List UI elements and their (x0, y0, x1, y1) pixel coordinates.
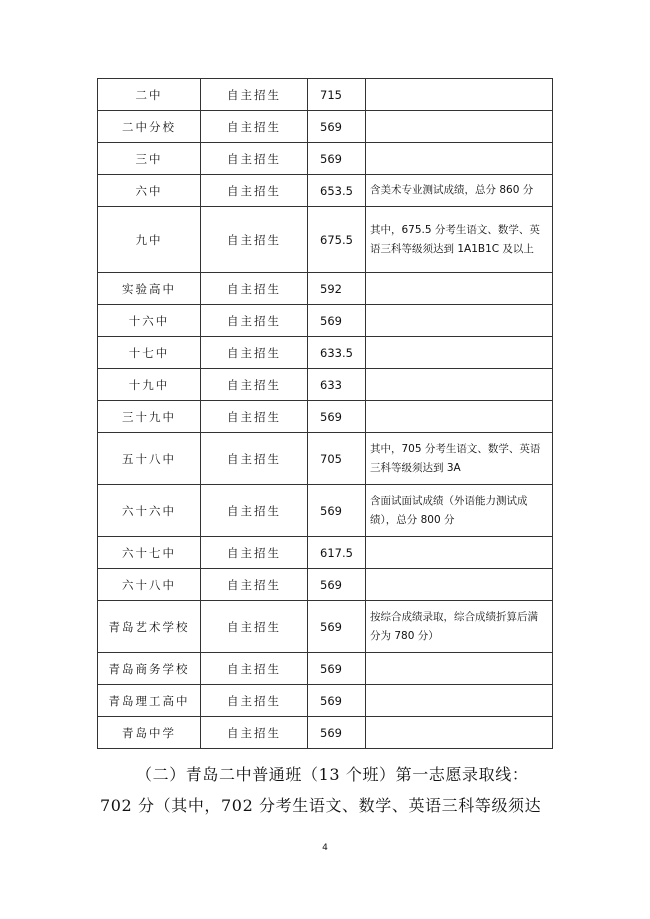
paragraph-line-2: 702 分（其中，702 分考生语文、数学、英语三科等级须达 (100, 796, 542, 815)
type-cell: 自主招生 (201, 79, 308, 111)
table-row (98, 175, 553, 207)
type-cell: 自主招生 (201, 401, 308, 433)
school-cell: 二中 (98, 79, 201, 111)
table-row (98, 369, 553, 401)
score-cell: 569 (308, 601, 366, 653)
score-cell: 569 (308, 485, 366, 537)
table-row (98, 717, 553, 749)
score-cell: 569 (308, 685, 366, 717)
school-cell: 二中分校 (98, 111, 201, 143)
school-cell: 十九中 (98, 369, 201, 401)
note-cell (366, 337, 553, 369)
school-cell: 六十六中 (98, 485, 201, 537)
type-cell: 自主招生 (201, 717, 308, 749)
score-cell: 653.5 (308, 175, 366, 207)
type-cell: 自主招生 (201, 273, 308, 305)
admission-score-table (97, 78, 553, 749)
table-row (98, 601, 553, 653)
table-row (98, 79, 553, 111)
type-cell: 自主招生 (201, 369, 308, 401)
school-cell: 三十九中 (98, 401, 201, 433)
school-cell: 十七中 (98, 337, 201, 369)
table-row (98, 305, 553, 337)
type-cell: 自主招生 (201, 569, 308, 601)
school-cell: 三中 (98, 143, 201, 175)
note-cell: 其中，705 分考生语文、数学、英语三科等级须达到 3A (366, 433, 553, 485)
note-cell: 含面试面试成绩（外语能力测试成绩），总分 800 分 (366, 485, 553, 537)
note-cell: 含美术专业测试成绩，总分 860 分 (366, 175, 553, 207)
table-row (98, 337, 553, 369)
type-cell: 自主招生 (201, 111, 308, 143)
note-cell: 其中，675.5 分考生语文、数学、英语三科等级须达到 1A1B1C 及以上 (366, 207, 553, 273)
type-cell: 自主招生 (201, 305, 308, 337)
type-cell: 自主招生 (201, 433, 308, 485)
score-cell: 569 (308, 143, 366, 175)
score-cell: 569 (308, 401, 366, 433)
school-cell: 实验高中 (98, 273, 201, 305)
type-cell: 自主招生 (201, 143, 308, 175)
score-cell: 633 (308, 369, 366, 401)
school-cell: 九中 (98, 207, 201, 273)
note-cell (366, 569, 553, 601)
type-cell: 自主招生 (201, 175, 308, 207)
page-number: 4 (322, 843, 328, 853)
school-cell: 五十八中 (98, 433, 201, 485)
note-cell (366, 111, 553, 143)
table-row (98, 685, 553, 717)
score-cell: 569 (308, 569, 366, 601)
score-cell: 569 (308, 305, 366, 337)
score-cell: 715 (308, 79, 366, 111)
type-cell: 自主招生 (201, 601, 308, 653)
school-cell: 青岛理工高中 (98, 685, 201, 717)
type-cell: 自主招生 (201, 207, 308, 273)
table-row (98, 485, 553, 537)
note-cell (366, 79, 553, 111)
table-row (98, 111, 553, 143)
table-row (98, 433, 553, 485)
type-cell: 自主招生 (201, 485, 308, 537)
table-row (98, 207, 553, 273)
type-cell: 自主招生 (201, 653, 308, 685)
score-cell: 633.5 (308, 337, 366, 369)
type-cell: 自主招生 (201, 337, 308, 369)
school-cell: 青岛商务学校 (98, 653, 201, 685)
type-cell: 自主招生 (201, 685, 308, 717)
table-row (98, 273, 553, 305)
score-cell: 617.5 (308, 537, 366, 569)
note-cell (366, 273, 553, 305)
table-row (98, 537, 553, 569)
note-cell (366, 685, 553, 717)
score-cell: 569 (308, 653, 366, 685)
score-cell: 705 (308, 433, 366, 485)
score-cell: 569 (308, 111, 366, 143)
school-cell: 青岛中学 (98, 717, 201, 749)
note-cell (366, 401, 553, 433)
note-cell (366, 717, 553, 749)
note-cell (366, 653, 553, 685)
note-cell (366, 305, 553, 337)
school-cell: 六十八中 (98, 569, 201, 601)
school-cell: 青岛艺术学校 (98, 601, 201, 653)
school-cell: 六十七中 (98, 537, 201, 569)
school-cell: 六中 (98, 175, 201, 207)
table-row (98, 569, 553, 601)
table-row (98, 143, 553, 175)
paragraph-line-1: （二）青岛二中普通班（13 个班）第一志愿录取线： (136, 765, 529, 784)
note-cell: 按综合成绩录取，综合成绩折算后满分为 780 分） (366, 601, 553, 653)
table-row (98, 653, 553, 685)
table-row (98, 401, 553, 433)
school-cell: 十六中 (98, 305, 201, 337)
score-cell: 675.5 (308, 207, 366, 273)
type-cell: 自主招生 (201, 537, 308, 569)
note-cell (366, 369, 553, 401)
score-cell: 592 (308, 273, 366, 305)
score-cell: 569 (308, 717, 366, 749)
note-cell (366, 537, 553, 569)
note-cell (366, 143, 553, 175)
